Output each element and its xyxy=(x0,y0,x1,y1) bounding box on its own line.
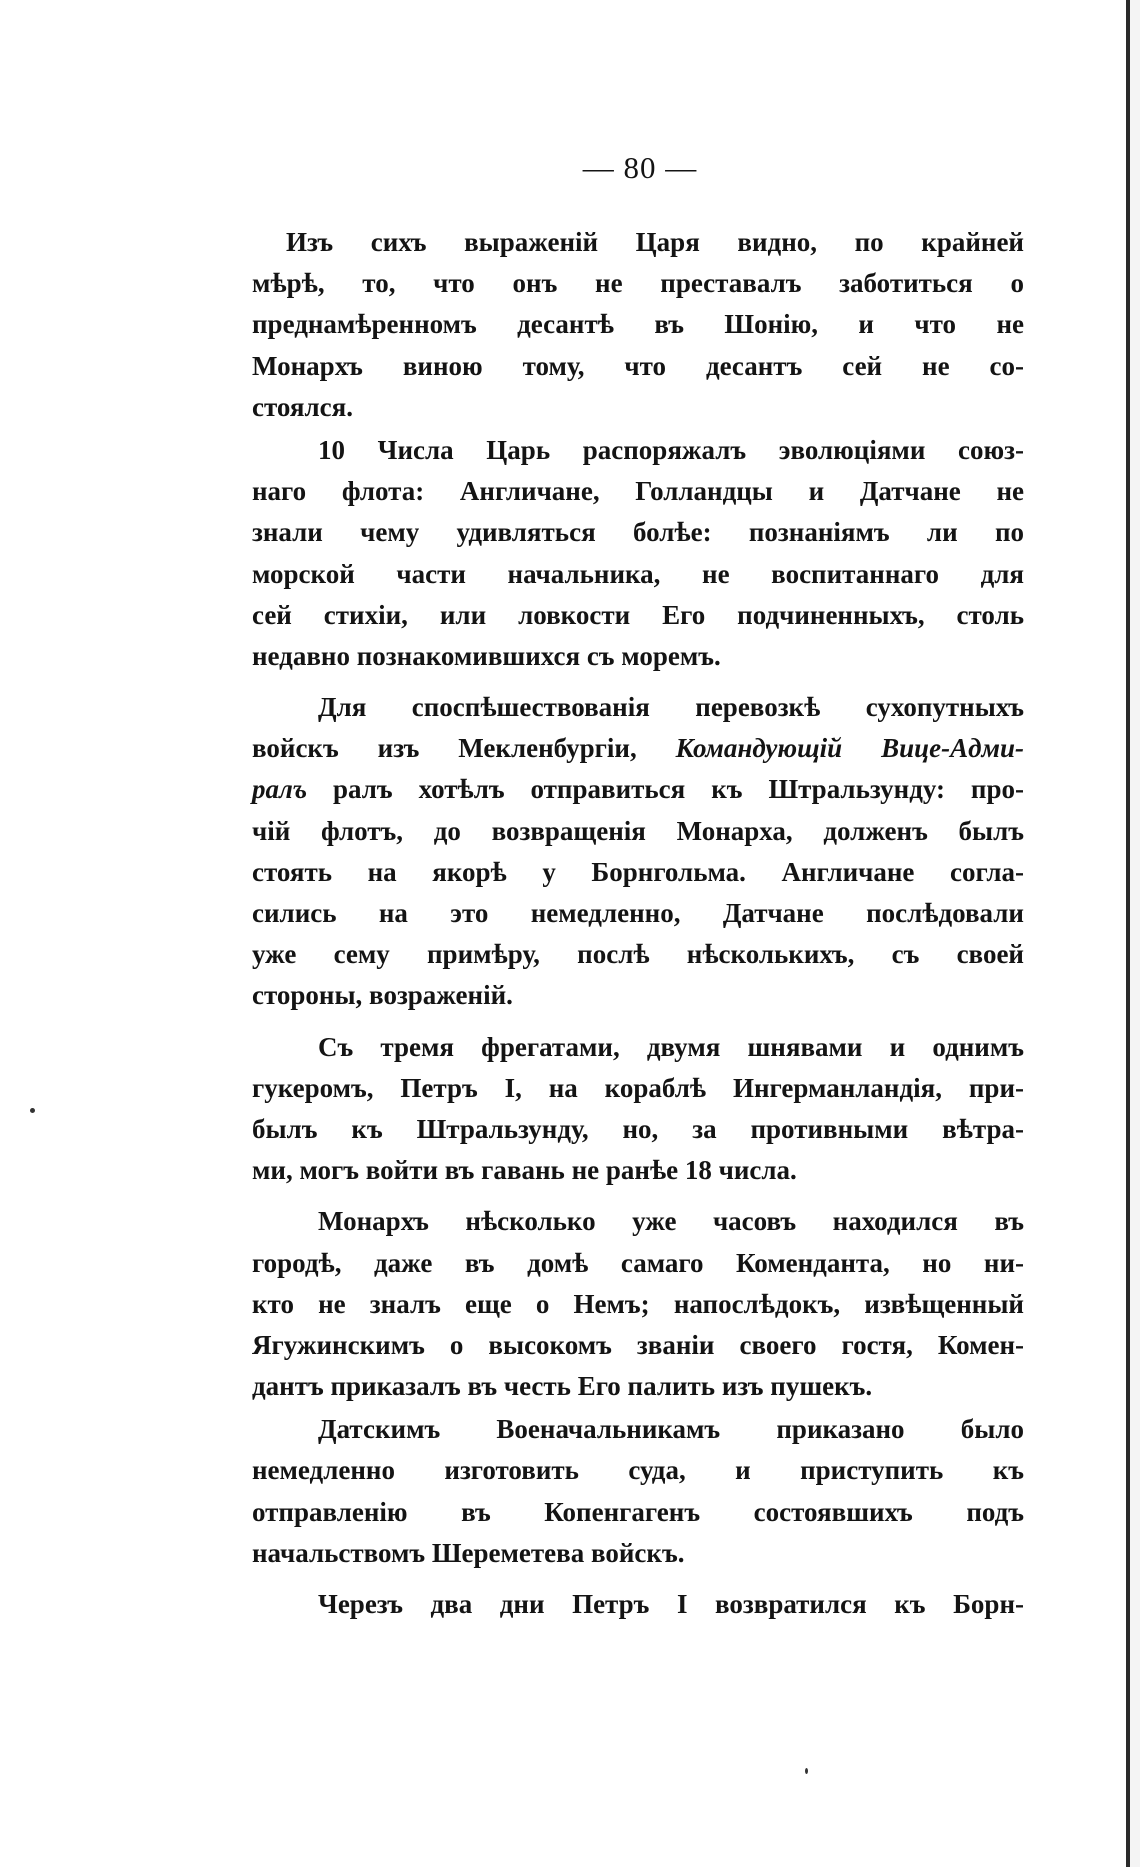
paragraph-6 xyxy=(252,1409,1024,1574)
text-line: Съ тремя фрегатами, двумя шнявами и однимъ xyxy=(318,1031,1024,1062)
text-line: знали чему удивляться болѣе: познаніямъ ли по xyxy=(252,517,1024,548)
text-line: ми, могъ войти въ гавань не ранѣе 18 числа. xyxy=(252,1155,797,1186)
text-line: 10 Числа Царь распоряжалъ эволюціями союз- xyxy=(318,434,1024,465)
text-line xyxy=(252,769,1024,810)
paragraph-3 xyxy=(252,687,1024,1017)
text-line: дантъ приказалъ въ честь Его палить изъ пушекъ. xyxy=(252,1371,873,1402)
text-line: преднамѣренномъ десантѣ въ Шонію, и что не xyxy=(252,309,1024,340)
text-line: гукеромъ, Петръ I, на кораблѣ Ингерманландія, при- xyxy=(252,1072,1024,1103)
text-line: городѣ, даже въ домѣ самаго Коменданта, но ни- xyxy=(252,1247,1024,1278)
text-line xyxy=(252,728,1024,769)
text-line: кто не зналъ еще о Немъ; напослѣдокъ, извѣщенный xyxy=(252,1288,1024,1319)
text-line: Черезъ два дни Петръ I возвратился къ Борн- xyxy=(318,1589,1024,1619)
text-line: наго флота: Англичане, Голландцы и Датчане не xyxy=(252,476,1024,507)
text-line: начальствомъ Шереметева войскъ. xyxy=(252,1537,685,1568)
text-line: стоять на якорѣ у Борнгольма. Англичане согла- xyxy=(252,856,1024,887)
paragraph-7 xyxy=(252,1584,1024,1625)
text-line: морской части начальника, не воспитаннаго для xyxy=(252,558,1024,589)
text-line: недавно познакомившихся съ моремъ. xyxy=(252,640,721,671)
body-text xyxy=(252,222,1024,1633)
text-line: стоялся. xyxy=(252,391,353,422)
text-line: немедленно изготовить суда, и приступить къ xyxy=(252,1455,1024,1486)
text-line: Ягужинскимъ о высокомъ званіи своего гостя, Комен- xyxy=(252,1329,1024,1360)
paragraph-4 xyxy=(252,1027,1024,1192)
italic-title-end: ралъ xyxy=(252,774,308,805)
text-line: Для споспѣшествованія перевозкѣ сухопутныхъ xyxy=(318,692,1024,723)
paragraph-2 xyxy=(252,430,1024,677)
text-line: сей стихіи, или ловкости Его подчиненныхъ, столь xyxy=(252,599,1024,630)
scan-speck xyxy=(805,1768,808,1774)
text-line: Изъ сихъ выраженій Царя видно, по крайней xyxy=(286,227,1024,257)
text-line: отправленію въ Копенгагенъ состоявшихъ подъ xyxy=(252,1496,1024,1527)
text-line: былъ къ Штральзунду, но, за противными вѣтра- xyxy=(252,1113,1024,1144)
text-line: Монархъ виною тому, что десантъ сей не со- xyxy=(252,350,1024,381)
paragraph-1 xyxy=(252,222,1024,428)
text-line: Монархъ нѣсколько уже часовъ находился въ xyxy=(318,1206,1024,1237)
scan-speck xyxy=(30,1108,35,1113)
page-edge-margin xyxy=(1130,0,1140,1867)
text-line: Датскимъ Военачальникамъ приказано было xyxy=(318,1414,1024,1445)
italic-title: Командующій Вице-Адми- xyxy=(675,733,1024,764)
text-line: мѣрѣ, то, что онъ не преставалъ заботиться о xyxy=(252,268,1024,299)
page-number: — 80 — xyxy=(582,150,698,185)
text-line-start: войскъ изъ Мекленбургіи, xyxy=(252,733,637,764)
paragraph-5 xyxy=(252,1201,1024,1407)
text-line-rest: ралъ хотѣлъ отправиться къ Штральзунду: про- xyxy=(333,774,1024,805)
text-line: чій флотъ, до возвращенія Монарха, долженъ былъ xyxy=(252,815,1024,846)
text-line: сились на это немедленно, Датчане послѣдовали xyxy=(252,898,1024,928)
text-line: стороны, возраженій. xyxy=(252,980,513,1011)
text-line: уже сему примѣру, послѣ нѣсколькихъ, съ своей xyxy=(252,939,1024,970)
